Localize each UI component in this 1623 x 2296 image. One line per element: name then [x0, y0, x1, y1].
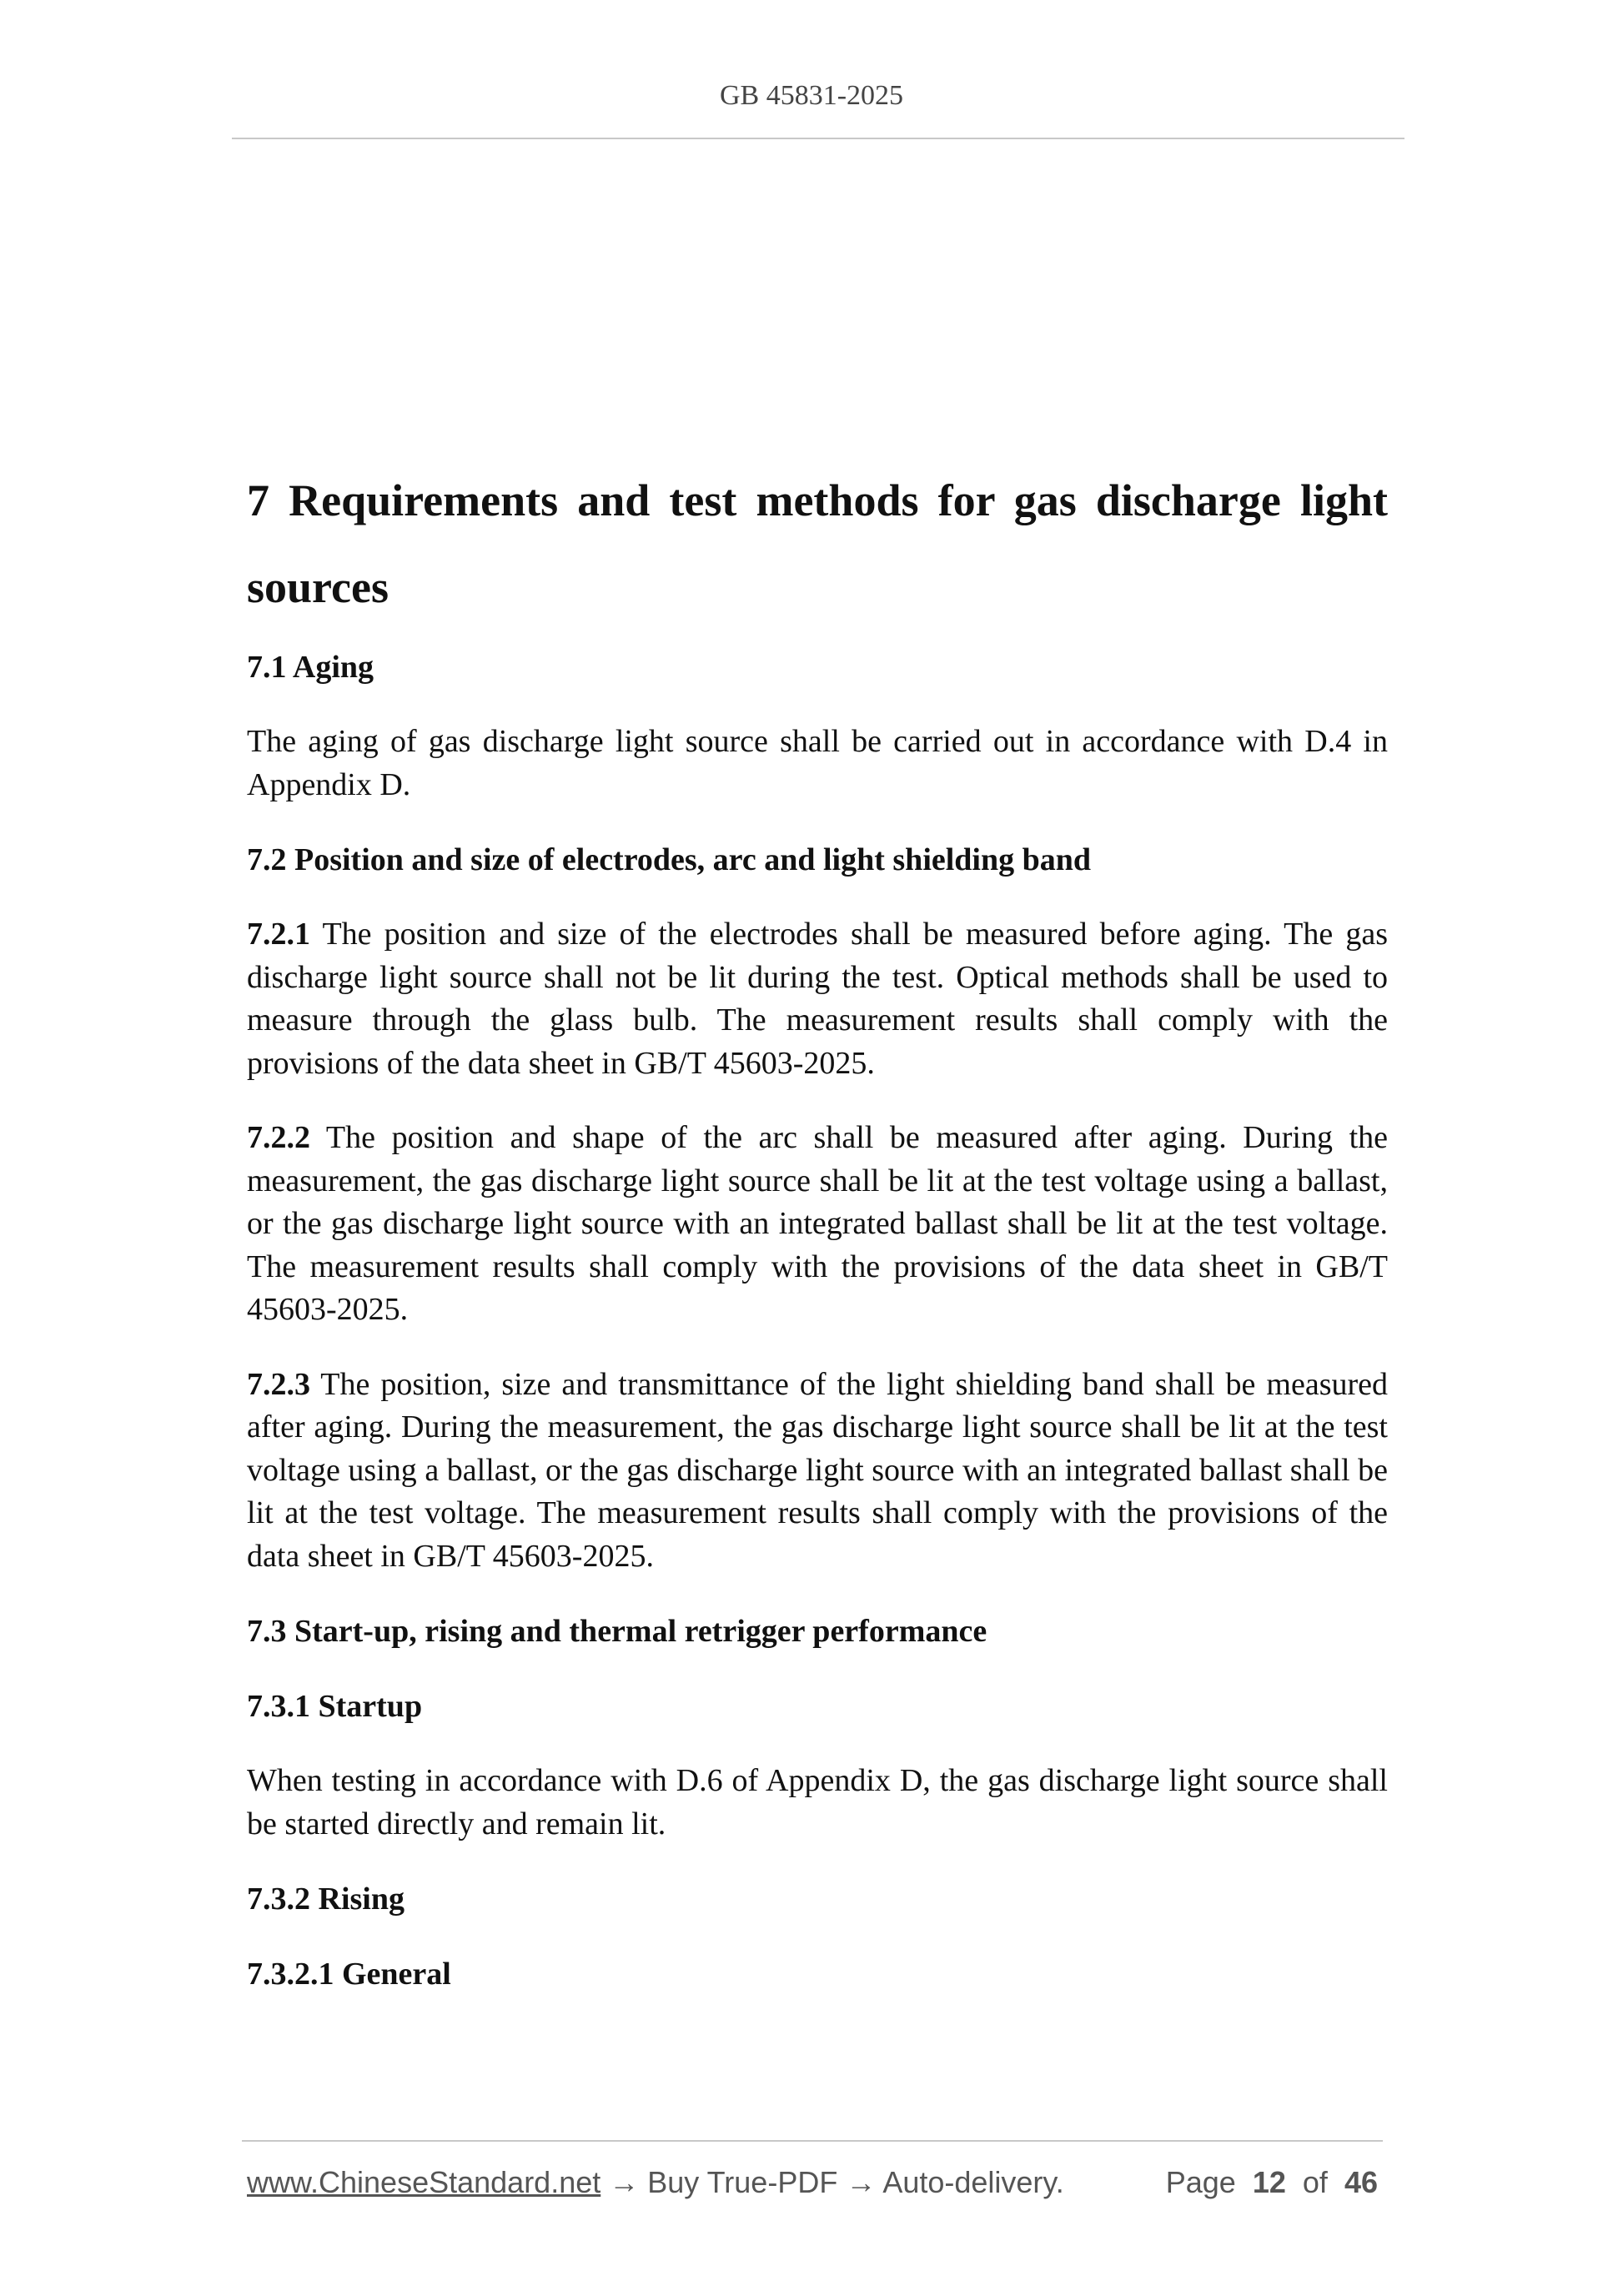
- clause-number-7-2-2: 7.2.2: [247, 1120, 310, 1155]
- clause-number-7-2-1: 7.2.1: [247, 917, 310, 952]
- section-heading-7-1: 7.1 Aging: [247, 650, 374, 685]
- section-heading-7-2: 7.2 Position and size of electrodes, arc and light shielding band: [247, 842, 1092, 877]
- footer-divider: [242, 2140, 1383, 2142]
- clause-text-7-2-2: The position and shape of the arc shall be measured after aging. During the measurement, the gas discharge light source shall be lit at the test voltage using a ballast, or the gas discharge light source with an integrated ballast shall be lit at the test voltage. The measurement results shall comply with the provisions of the data sheet in GB/T 45603-2025.: [247, 1120, 1388, 1327]
- clause-text-7-2-1: The position and size of the electrodes shall be measured before aging. The gas discharge light source shall not be lit during the test. Optical methods shall be used to measure through the glass bulb. The measurement results shall comply with the provisions of the data sheet in GB/T 45603-2025.: [247, 917, 1388, 1081]
- paragraph-7-3-1: When testing in accordance with D.6 of Appendix D, the gas discharge light source shall be started directly and remain lit.: [247, 1763, 1388, 1841]
- running-header: GB 45831-2025: [719, 80, 904, 111]
- paragraph-7-2-1: [247, 913, 1388, 1085]
- footer-promo: [247, 2165, 1064, 2200]
- document-body: [247, 457, 1388, 2027]
- page-indicator: [1166, 2165, 1378, 2200]
- section-heading-7-3: 7.3 Start-up, rising and thermal retrigger performance: [247, 1614, 987, 1649]
- chapter-title: 7 Requirements and test methods for gas discharge light sources: [247, 475, 1388, 612]
- website-link[interactable]: www.ChineseStandard.net: [247, 2165, 601, 2199]
- header-divider: [232, 138, 1404, 139]
- current-page: 12: [1252, 2165, 1286, 2199]
- clause-text-7-2-3: The position, size and transmittance of the light shielding band shall be measured after aging. During the measurement, the gas discharge light source shall be lit at the test voltage using a ballast, or the gas discharge light source with an integrated ballast shall be lit at the test voltage. The measurement results shall comply with the provisions of the data sheet in GB/T 45603-2025.: [247, 1366, 1388, 1574]
- clause-number-7-2-3: 7.2.3: [247, 1366, 310, 1402]
- promo-text: → Buy True-PDF → Auto-delivery.: [600, 2165, 1064, 2199]
- paragraph-7-1: The aging of gas discharge light source shall be carried out in accordance with D.4 in Appendix D.: [247, 724, 1388, 802]
- total-pages: 46: [1344, 2165, 1378, 2199]
- page-label: Page: [1165, 2165, 1236, 2199]
- section-heading-7-3-2-1: 7.3.2.1 General: [247, 1957, 451, 1992]
- section-heading-7-3-1: 7.3.1 Startup: [247, 1689, 423, 1724]
- paragraph-7-2-2: [247, 1117, 1388, 1332]
- section-heading-7-3-2: 7.3.2 Rising: [247, 1882, 404, 1917]
- paragraph-7-2-3: [247, 1364, 1388, 1579]
- of-label: of: [1302, 2165, 1328, 2199]
